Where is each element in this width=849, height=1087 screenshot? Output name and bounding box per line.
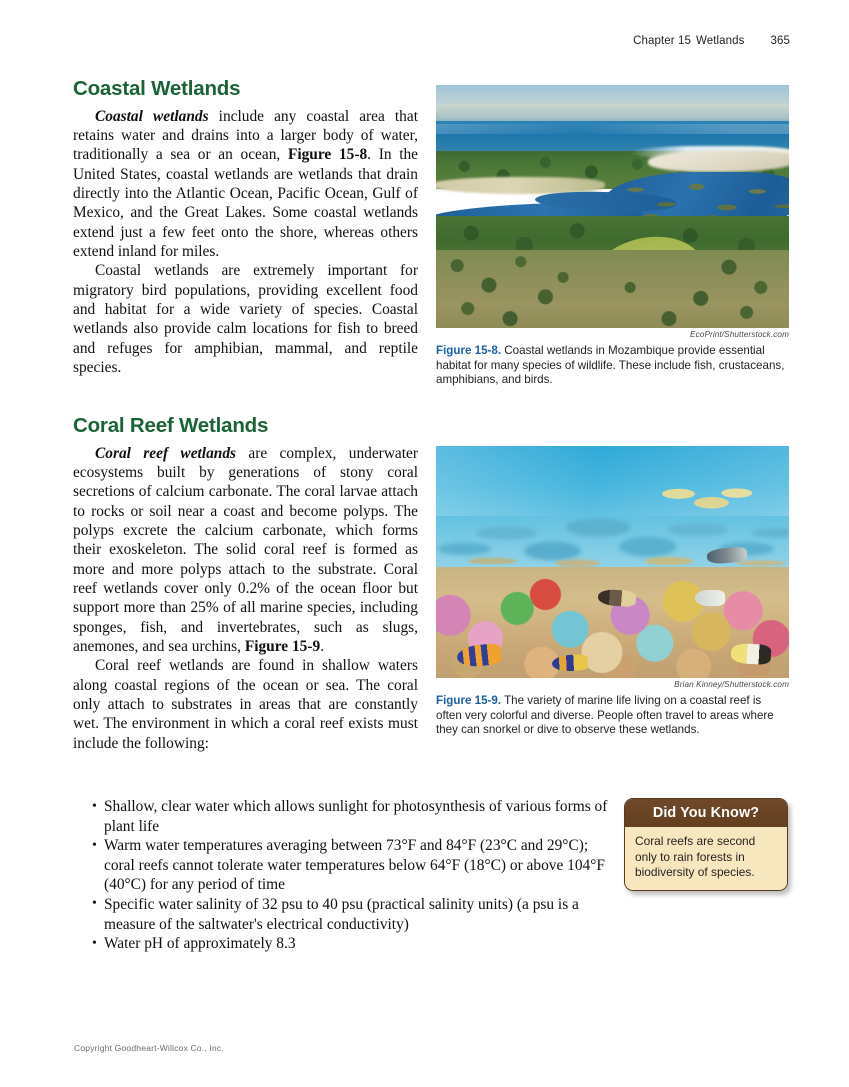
key-term-coral-reef-wetlands: Coral reef wetlands	[95, 444, 237, 462]
paragraph-coral-1-part1: are complex, underwater ecosystems built by generations of stony coral secretions of calcium carbonate. The coral larvae attach to rocks or soil near a coast and become polyps. The polyps excrete the calcium carbonate, which forms their exoskeleton. The solid coral reef is formed as more and more polyps attach to the substrate. Coral reef wetlands cover only 0.2% of the ocean floor but support more than 25% of all marine species, including sponges, fish, and invertebrates, such as slugs, anemones, and sea urchins,	[73, 444, 418, 655]
running-head	[633, 35, 790, 47]
photo-small-angelfish	[552, 654, 589, 672]
photo-white-fish	[695, 590, 725, 606]
caption-label: Figure 15-9.	[436, 694, 502, 707]
photo-fish-school	[651, 483, 761, 519]
page-number: 365	[770, 35, 790, 47]
list-item: • Warm water temperatures averaging between 73°F and 84°F (23°C and 29°C); coral reefs cannot tolerate water temperatures below 64°F (18°C) or above 104°F (40°C) for any period of time	[73, 836, 618, 895]
section-coastal-wetlands	[73, 78, 418, 377]
photo-sand-spit	[648, 151, 789, 173]
figure-caption	[436, 694, 789, 738]
paragraph-coral-2: Coral reef wetlands are found in shallow waters along coastal regions of the ocean or sea. The coral only attach to substrates in areas that are constantly wet. The environment in which a coral reef exists must include the following:	[73, 657, 418, 752]
copyright-footer: Copyright Goodheart-Willcox Co., Inc.	[74, 1043, 224, 1053]
list-item: • Specific water salinity of 32 psu to 40 psu (practical salinity units) (a psu is a measure of the saltwater's electrical conductivity)	[73, 895, 618, 934]
caption-text: The variety of marine life living on a coastal reef is often very colorful and diverse. People often travel to areas where they can snorkel or dive to observe these wetlands.	[436, 694, 774, 737]
caption-label: Figure 15-8.	[436, 344, 502, 357]
did-you-know-box	[624, 798, 788, 891]
key-term-coastal-wetlands: Coastal wetlands	[95, 107, 209, 125]
coral-requirements-list	[73, 797, 618, 954]
photo-triggerfish	[731, 643, 772, 665]
paragraph-coral-1-part2: .	[320, 637, 325, 655]
heading-coastal-wetlands: Coastal Wetlands	[73, 77, 241, 100]
figure-reference-15-9: Figure 15-9	[244, 637, 321, 655]
paragraph-coastal-1-part1: include any coastal area that retains water and drains into a larger body of water, traditionally a sea or an ocean,	[73, 107, 418, 164]
paragraph-coral-1	[73, 444, 418, 657]
photo-ocean-sheen	[436, 124, 789, 134]
did-you-know-body: Coral reefs are second only to rain forests in biodiversity of species.	[625, 827, 787, 890]
photo-coastal-wetlands-mozambique	[436, 85, 789, 328]
photo-credit: Brian Kinney/Shutterstock.com	[674, 680, 789, 689]
photo-credit: EcoPrint/Shutterstock.com	[690, 330, 789, 339]
paragraph-coastal-1-part2: . In the United States, coastal wetlands are wetlands that drain directly into the Atlantic Ocean, Pacific Ocean, Gulf of Mexico, and the Great Lakes. Some coastal wetlands extend just a few feet onto the shore, whereas others extend inland for miles.	[73, 146, 419, 260]
did-you-know-title: Did You Know?	[625, 799, 787, 827]
section-coral-reef-wetlands	[73, 415, 418, 753]
list-item: • Shallow, clear water which allows sunlight for photosynthesis of various forms of plant life	[73, 797, 618, 836]
photo-scrub-bushes	[436, 250, 789, 328]
heading-coral-reef-wetlands: Coral Reef Wetlands	[73, 414, 269, 437]
figure-reference-15-8: Figure 15-8	[287, 146, 368, 164]
running-head-chapter: Chapter 15	[633, 35, 691, 47]
figure-15-8	[436, 85, 789, 388]
figure-caption	[436, 344, 789, 388]
paragraph-coastal-1	[73, 107, 418, 262]
figure-15-9	[436, 446, 789, 738]
paragraph-coastal-2: Coastal wetlands are extremely important for migratory bird populations, providing excellent food and habitat for a wide variety of species. Coastal wetlands also provide calm locations for fish to breed and refuges for amphibian, mammal, and reptile species.	[73, 262, 418, 377]
photo-coral-reef	[436, 446, 789, 678]
running-head-title: Wetlands	[695, 35, 745, 47]
caption-text: Coastal wetlands in Mozambique provide essential habitat for many species of wildlife. These include fish, crustaceans, amphibians, and birds.	[436, 344, 785, 387]
list-item: • Water pH of approximately 8.3	[73, 934, 618, 954]
